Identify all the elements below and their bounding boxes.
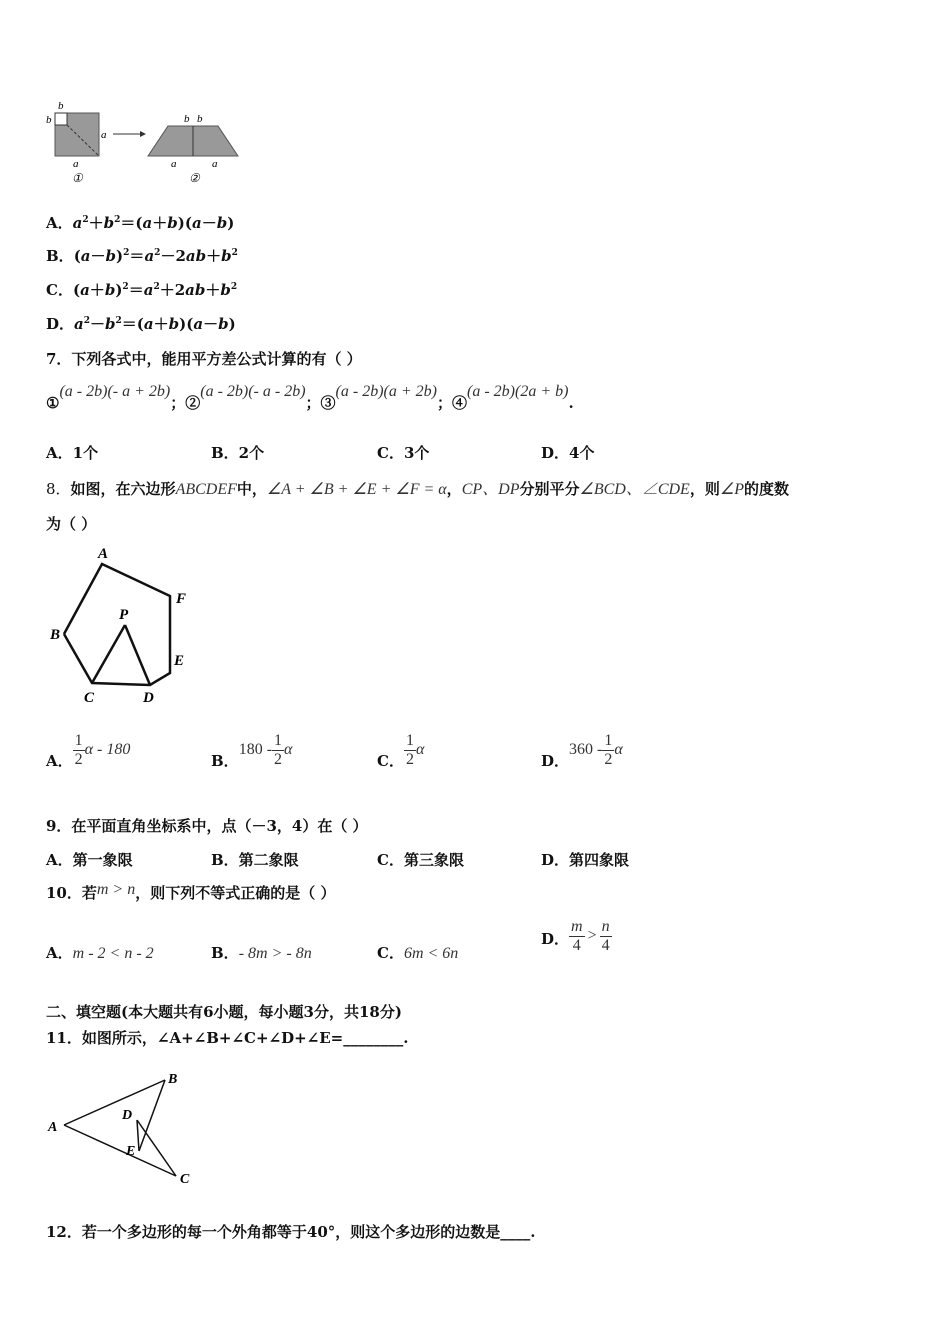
q7-option-a: A．1个: [46, 444, 99, 462]
q10-option-b: [211, 942, 312, 963]
q7-stem: 7．下列各式中，能用平方差公式计算的有（ ）: [46, 350, 362, 368]
period: .: [568, 394, 574, 412]
expr-tail: α: [415, 741, 425, 759]
numerator: 1: [274, 732, 283, 749]
small-square: [55, 113, 67, 125]
label-a1: a: [171, 158, 177, 170]
q8-math-5: ∠P: [719, 481, 744, 498]
q8-option-a: [46, 732, 131, 771]
option-letter: B．: [46, 247, 74, 265]
numerator: m: [571, 918, 583, 935]
q10-option-d: [541, 918, 612, 954]
q7-expressions: [46, 380, 574, 412]
fraction-half: [73, 732, 85, 768]
q9-option-a: A．第一象限: [46, 851, 133, 869]
q8-math-2: ∠A + ∠B + ∠E + ∠F = α: [266, 481, 447, 498]
denominator: 2: [604, 750, 613, 768]
option-letter: C．: [377, 944, 404, 962]
q6-option-b: B．$(a-b)^2=a^2-2ab+b^2$: [46, 247, 238, 265]
option-expr: 6m < 6n: [403, 945, 459, 962]
q7-option-d: D．4个: [541, 444, 595, 462]
q9-stem: 9．在平面直角坐标系中，点（－3，4）在（ ）: [46, 817, 368, 835]
q8-option-d: [541, 732, 623, 771]
point-a: A: [48, 1120, 58, 1135]
q10-rest: ，则下列不等式正确的是（ ）: [135, 884, 336, 902]
option-letter: A．: [46, 944, 73, 962]
option-expr: m - 2 < n - 2: [72, 945, 154, 962]
point-b: B: [168, 1072, 178, 1087]
segment-dp: [125, 625, 150, 685]
vertex-p: P: [119, 607, 129, 623]
expr-4: (a - 2b)(2a + b): [467, 383, 569, 400]
option-letter: B．: [211, 944, 239, 962]
expr-3: (a - 2b)(a + 2b): [335, 383, 437, 400]
q9-option-b: B．第二象限: [211, 851, 299, 869]
numerator: 1: [604, 732, 613, 749]
numerator: n: [601, 918, 610, 935]
q7-option-b: B．2个: [211, 444, 265, 462]
q8-math-4: ∠BCD、∠CDE: [579, 481, 690, 498]
q9-option-c: C．第三象限: [377, 851, 464, 869]
line-de: [137, 1120, 139, 1151]
expr-1: (a - 2b)(- a + 2b): [59, 383, 171, 400]
q10-number: 10．若: [46, 884, 97, 902]
q8-text-6: 的度数: [743, 480, 789, 498]
option-letter: B．: [211, 752, 239, 771]
expr-tail: α: [284, 741, 293, 759]
option-letter: D．: [46, 315, 75, 333]
expr-2: (a - 2b)(- a - 2b): [200, 383, 306, 400]
star-figure: [44, 1065, 204, 1195]
expr-head: 180 -: [238, 741, 273, 759]
expr-head: 360 -: [569, 741, 603, 759]
q8-number: 8．: [46, 480, 71, 498]
circle-4: ；④: [436, 394, 467, 412]
vertex-d: D: [143, 690, 154, 706]
q10-condition: m > n: [96, 881, 136, 898]
label-a-bottom: a: [73, 158, 79, 170]
vertex-f: F: [176, 591, 187, 607]
option-expr: - 8m > - 8n: [238, 945, 312, 962]
option-letter: D．: [541, 930, 570, 949]
q8-math-3: CP、DP: [461, 481, 520, 498]
line-ab: [64, 1080, 165, 1125]
label-b1: b: [184, 113, 190, 125]
q8-text-2: 中，: [236, 480, 267, 498]
vertex-a: A: [98, 546, 109, 562]
numerator: 1: [74, 732, 83, 749]
vertex-b: B: [50, 627, 61, 643]
line-ac: [64, 1125, 176, 1176]
option-letter: A．: [46, 752, 73, 771]
greater-than: >: [587, 927, 597, 945]
q6-option-c: C．$(a+b)^2=a^2+2ab+b^2$: [46, 281, 238, 299]
section-2-title: 二、填空题(本大题共有6小题，每小题3分，共18分): [46, 1003, 402, 1021]
q8-text-1: 如图，在六边形: [70, 480, 176, 498]
q8-text-3: ，: [446, 480, 462, 498]
hexagon-figure: [40, 540, 210, 710]
hexagon-outline: [64, 564, 170, 685]
square-to-trapezoid-figure: [40, 96, 250, 191]
label-a-right: a: [101, 129, 107, 141]
q10-option-a: [46, 942, 154, 963]
denominator: 2: [274, 750, 283, 768]
option-letter: C．: [46, 281, 73, 299]
circle-1: ①: [46, 394, 60, 412]
expr-tail: α - 180: [84, 741, 131, 759]
denominator: 4: [572, 936, 581, 954]
q9-option-d: D．第四象限: [541, 851, 630, 869]
q11-stem: 11．如图所示，∠A+∠B+∠C+∠D+∠E=________.: [46, 1029, 409, 1047]
q7-option-c: C．3个: [377, 444, 430, 462]
denominator: 4: [601, 936, 610, 954]
label-a2: a: [212, 158, 218, 170]
fraction-half: [272, 732, 284, 768]
option-letter: D．: [541, 752, 570, 771]
q10-option-c: [377, 942, 458, 963]
denominator: 2: [405, 750, 414, 768]
segment-cp: [92, 625, 125, 683]
point-e: E: [126, 1144, 136, 1159]
point-d: D: [122, 1108, 133, 1123]
vertex-c: C: [84, 690, 95, 706]
label-b2: b: [197, 113, 203, 125]
arrow-head: [140, 131, 146, 137]
q8-text-5: ，则: [689, 480, 720, 498]
q8-math-1: ABCDEF: [175, 481, 237, 498]
q6-option-a: A．$a^2+b^2=(a+b)(a-b)$: [46, 214, 235, 232]
q8-stem-line1: [46, 476, 789, 499]
q6-option-d: D．$a^2-b^2=(a+b)(a-b)$: [46, 315, 236, 333]
fraction-m-over-4: [569, 918, 585, 954]
label-b-top: b: [58, 100, 64, 112]
fraction-half: [602, 732, 614, 768]
fraction-n-over-4: [600, 918, 612, 954]
circle-3: ；③: [305, 394, 336, 412]
point-c: C: [180, 1172, 190, 1187]
figure-number-1: ①: [72, 171, 83, 185]
circle-2: ；②: [170, 394, 201, 412]
q12-stem: 12．若一个多边形的每一个外角都等于40°，则这个多边形的边数是____.: [46, 1223, 536, 1241]
option-letter: A．: [46, 214, 73, 232]
option-letter: C．: [377, 752, 404, 771]
q8-option-b: [211, 732, 293, 771]
figure-number-2: ②: [189, 171, 200, 185]
denominator: 2: [74, 750, 83, 768]
vertex-e: E: [174, 653, 185, 669]
numerator: 1: [405, 732, 414, 749]
expr-tail: α: [614, 741, 623, 759]
q8-text-4: 分别平分: [519, 480, 580, 498]
q10-stem: [46, 882, 335, 903]
q8-stem-line2: 为（ ）: [46, 515, 97, 533]
q8-option-c: [377, 732, 425, 771]
label-b-left: b: [46, 114, 52, 126]
fraction-half: [404, 732, 416, 768]
